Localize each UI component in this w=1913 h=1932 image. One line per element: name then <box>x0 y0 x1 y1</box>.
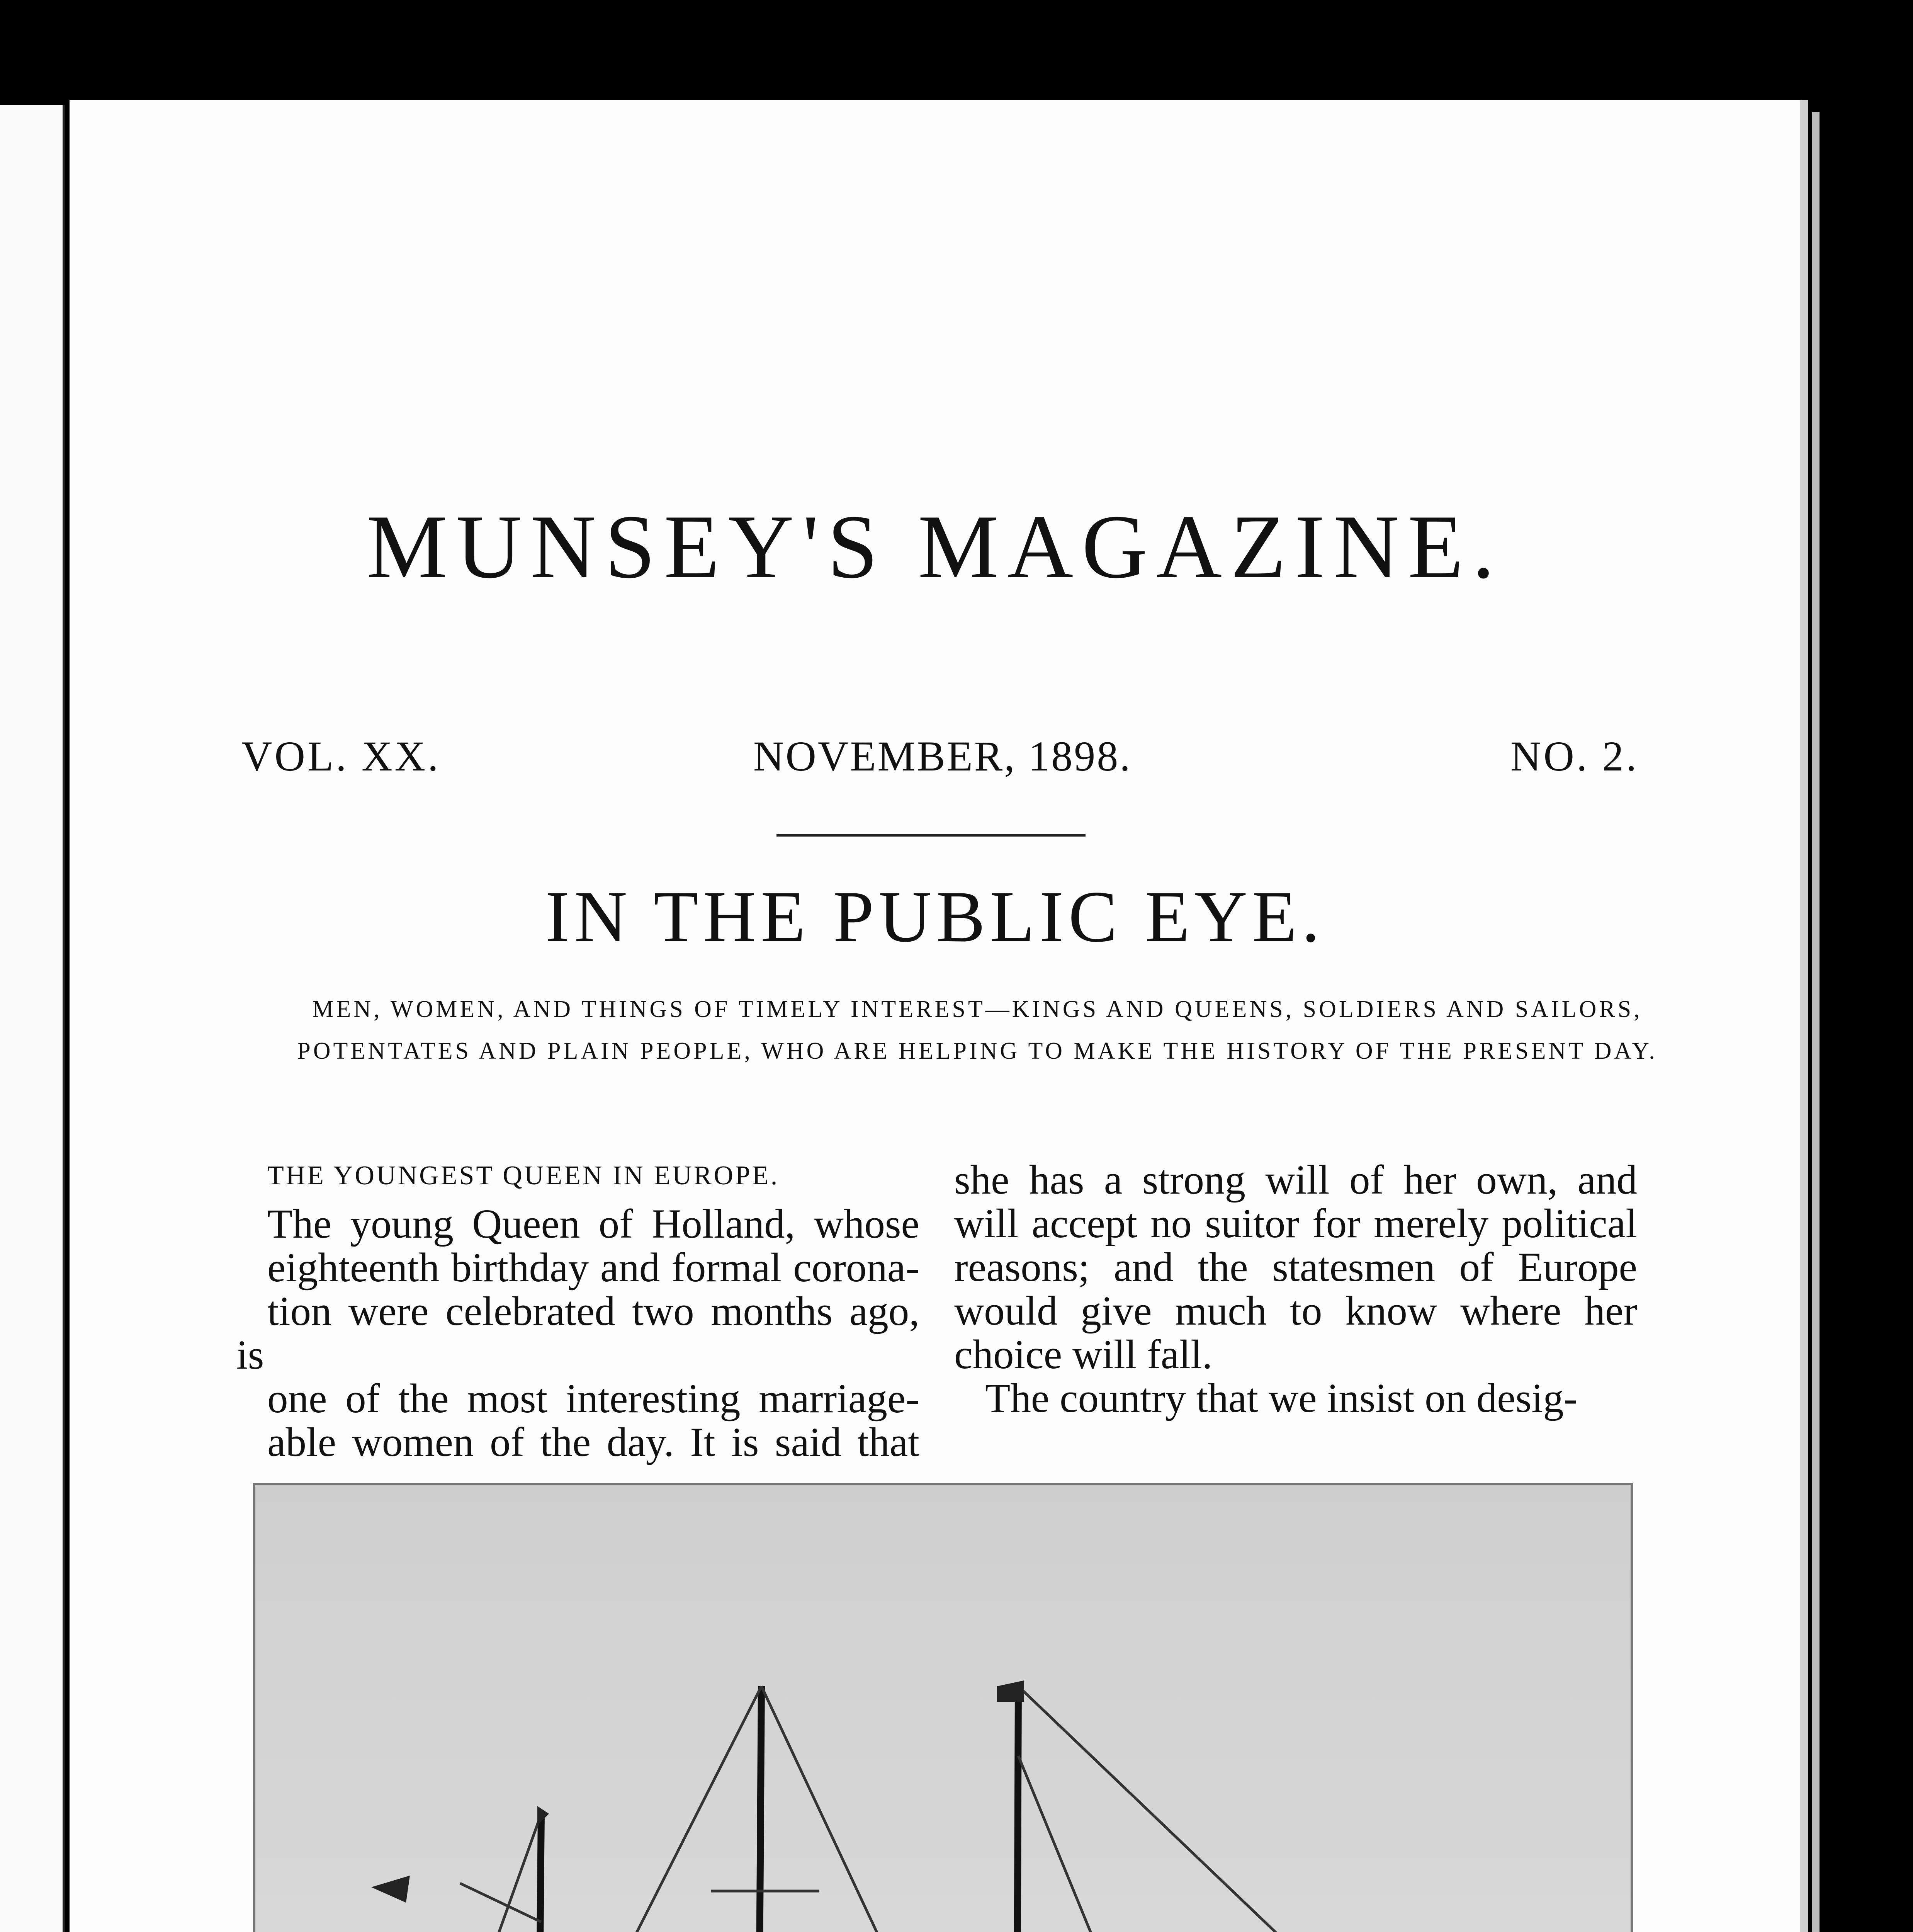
article-column-right <box>954 1158 1637 1420</box>
issue-date: NOVEMBER, 1898. <box>753 733 1132 780</box>
text-line: The country that we insist on desig- <box>985 1376 1578 1421</box>
text-line: eighteenth birthday and formal corona- <box>267 1245 919 1291</box>
text-line: reasons; and the statesmen of Europe <box>954 1245 1637 1290</box>
facing-page-edge <box>0 105 65 1932</box>
sailing-ship-image <box>255 1485 1631 1932</box>
issue-number: NO. 2. <box>1510 733 1639 780</box>
article-paragraph <box>954 1377 1637 1420</box>
text-line: choice will fall. <box>954 1332 1213 1378</box>
article-column-left <box>236 1158 919 1464</box>
text-line: would give much to know where her <box>954 1288 1637 1334</box>
text-line: will accept no suitor for merely political <box>954 1201 1637 1247</box>
article-paragraph <box>954 1158 1637 1377</box>
volume-number: VOL. XX. <box>241 733 441 780</box>
section-title: IN THE PUBLIC EYE. <box>545 876 1325 957</box>
page-edge-shadow <box>1812 112 1820 1932</box>
magazine-page <box>70 100 1808 1932</box>
text-line: able women of the day. It is said that <box>267 1420 919 1465</box>
sky <box>255 1485 1631 1932</box>
text-line: The young Queen of Holland, whose <box>267 1201 919 1247</box>
text-line: tion were celebrated two months ago, is <box>236 1289 919 1378</box>
article-heading: THE YOUNGEST QUEEN IN EUROPE. <box>267 1161 780 1190</box>
title-divider <box>776 834 1086 837</box>
text-line: she has a strong will of her own, and <box>954 1157 1637 1203</box>
section-subtitle: MEN, WOMEN, AND THINGS OF TIMELY INTEREST—KINGS AND QUEENS, SOLDIERS AND SAILORS, POTENTATES AND PLAIN PEOPLE, WHO ARE HELPING TO MAKE THE HISTORY OF THE PRESENT DAY. <box>297 996 1658 1064</box>
magazine-masthead: MUNSEY'S MAGAZINE. <box>366 497 1504 597</box>
text-line: one of the most interesting marriage- <box>267 1376 919 1422</box>
ship-photograph <box>253 1483 1633 1932</box>
article-paragraph <box>236 1202 919 1464</box>
